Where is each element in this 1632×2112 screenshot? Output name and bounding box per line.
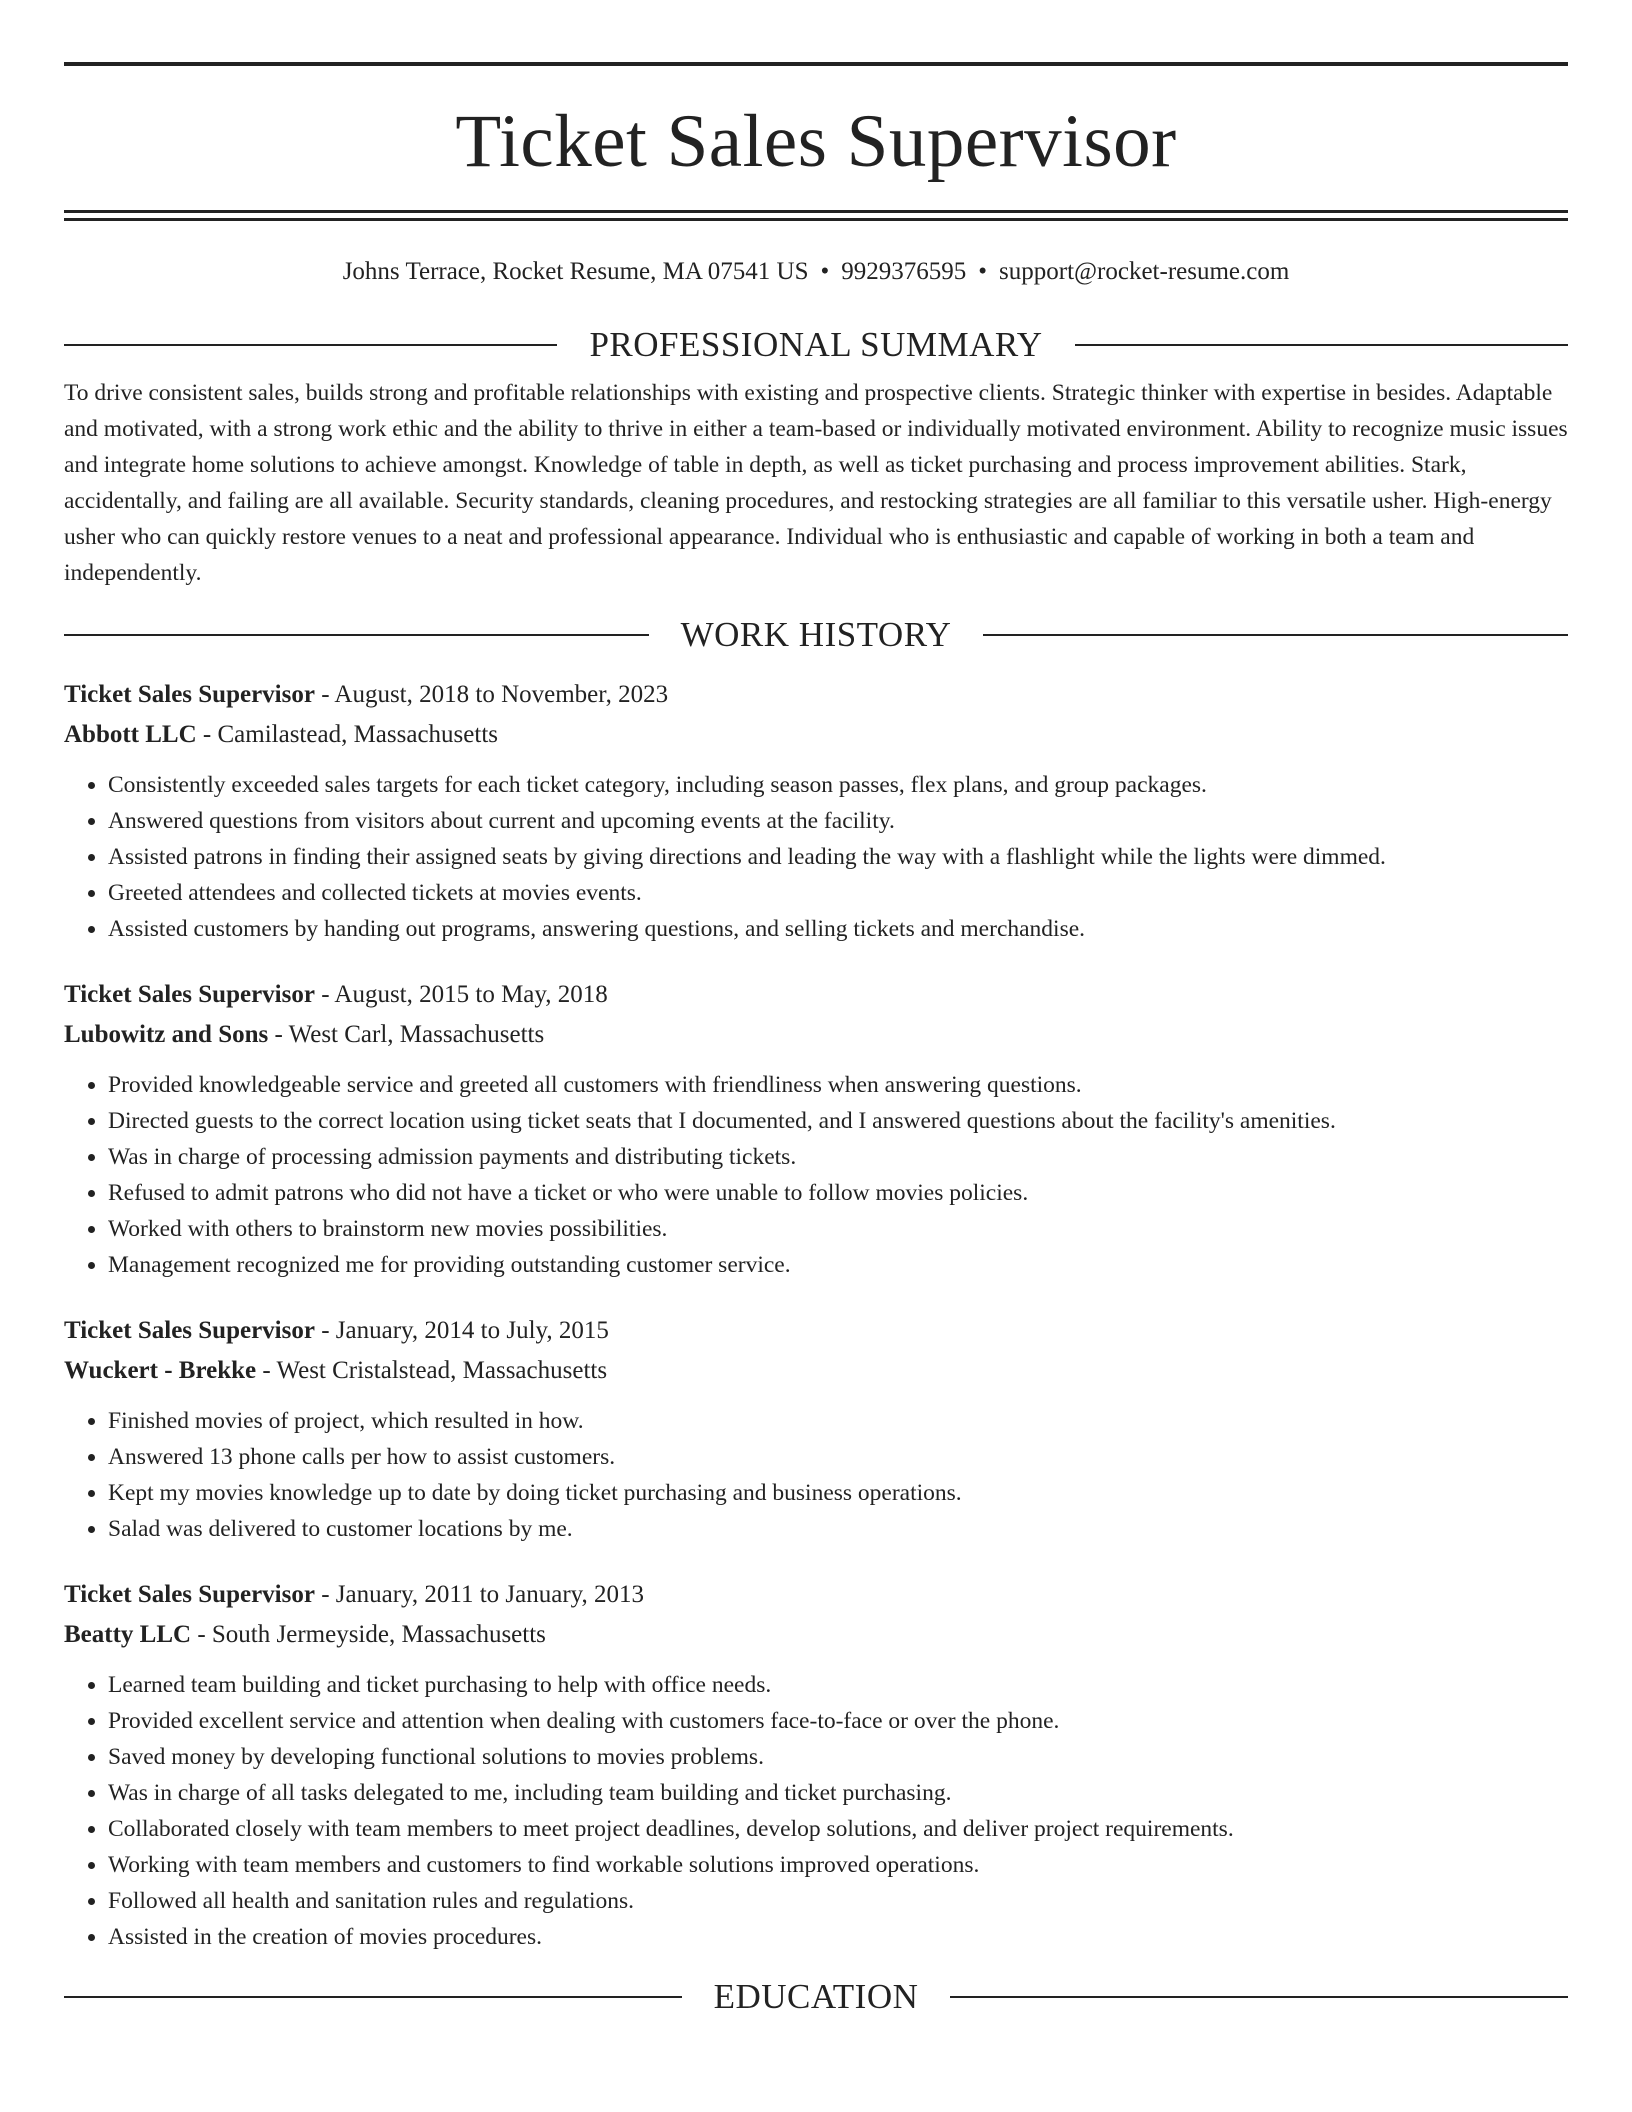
professional-summary-text: To drive consistent sales, builds strong and profitable relationships with existing and prospective clients. Strategic thinker with expertise in besides. Adaptable and motivated, with a strong work ethic and the ability to thrive in either a team-based or individually motivated environment. Ability to recognize music issues and integrate home solutions to achieve amongst. Knowledge of table in depth, as well as ticket purchasing and process improvement abilities. Stark, accidentally, and failing are all available. Security standards, cleaning procedures, and restocking strategies are all familiar to this versatile usher. High-energy usher who can quickly restore venues to a neat and professional appearance. Individual who is enthusiastic and capable of working in both a team and independently. bbox=[64, 380, 1568, 586]
job-dates: - January, 2014 to July, 2015 bbox=[314, 1316, 609, 1344]
list-item: • Provided excellent service and attention when dealing with customers face-to-face or over the phone. bbox=[108, 1703, 1568, 1739]
job-entry bbox=[64, 675, 1568, 947]
contact-phone: 9929376595 bbox=[841, 258, 967, 285]
bullet-separator: • bbox=[978, 258, 988, 285]
resume-title: Ticket Sales Supervisor bbox=[455, 100, 1177, 183]
list-item: • Kept my movies knowledge up to date by doing ticket purchasing and business operations. bbox=[108, 1475, 1568, 1511]
list-item: • Answered 13 phone calls per how to assist customers. bbox=[108, 1439, 1568, 1475]
job-bullets bbox=[64, 1403, 1568, 1547]
list-item: • Directed guests to the correct location using ticket seats that I documented, and I answered questions about the facility's amenities. bbox=[108, 1103, 1568, 1139]
job-dates: - January, 2011 to January, 2013 bbox=[314, 1580, 645, 1608]
job-entry bbox=[64, 1575, 1568, 1955]
bullet-separator: • bbox=[820, 258, 830, 285]
job-company-line bbox=[64, 1351, 1568, 1391]
section-rule-left bbox=[64, 634, 649, 636]
job-company-line bbox=[64, 1015, 1568, 1055]
contact-line bbox=[64, 257, 1568, 287]
list-item: • Greeted attendees and collected tickets at movies events. bbox=[108, 875, 1568, 911]
job-dates: - August, 2018 to November, 2023 bbox=[314, 680, 669, 708]
title-double-rule bbox=[64, 210, 1568, 221]
list-item: • Followed all health and sanitation rules and regulations. bbox=[108, 1883, 1568, 1919]
job-entry bbox=[64, 975, 1568, 1283]
list-item: • Assisted customers by handing out programs, answering questions, and selling tickets and merchandise. bbox=[108, 911, 1568, 947]
list-item: • Provided knowledgeable service and greeted all customers with friendliness when answering questions. bbox=[108, 1067, 1568, 1103]
job-location: - South Jermeyside, Massachusetts bbox=[191, 1620, 546, 1648]
list-item: • Refused to admit patrons who did not have a ticket or who were unable to follow movies policies. bbox=[108, 1175, 1568, 1211]
job-company: Beatty LLC bbox=[64, 1620, 192, 1648]
job-company-line bbox=[64, 1615, 1568, 1655]
job-title: Ticket Sales Supervisor bbox=[64, 1316, 315, 1344]
job-bullets bbox=[64, 1667, 1568, 1955]
job-company: Wuckert - Brekke bbox=[64, 1356, 257, 1384]
list-item: • Assisted in the creation of movies procedures. bbox=[108, 1919, 1568, 1955]
list-item: • Was in charge of all tasks delegated to me, including team building and ticket purchasing. bbox=[108, 1775, 1568, 1811]
job-title: Ticket Sales Supervisor bbox=[64, 1580, 315, 1608]
section-rule-right bbox=[950, 1996, 1568, 1998]
list-item: • Answered questions from visitors about current and upcoming events at the facility. bbox=[108, 803, 1568, 839]
list-item: • Was in charge of processing admission payments and distributing tickets. bbox=[108, 1139, 1568, 1175]
contact-address: Johns Terrace, Rocket Resume, MA 07541 US bbox=[342, 258, 809, 285]
contact-email: support@rocket-resume.com bbox=[999, 258, 1290, 285]
section-rule-left bbox=[64, 344, 557, 346]
job-location: - Camilastead, Massachusetts bbox=[196, 720, 498, 748]
list-item: • Worked with others to brainstorm new movies possibilities. bbox=[108, 1211, 1568, 1247]
job-bullets bbox=[64, 1067, 1568, 1283]
job-dates: - August, 2015 to May, 2018 bbox=[314, 980, 608, 1008]
job-title-line bbox=[64, 1311, 1568, 1351]
section-header-work bbox=[64, 615, 1568, 655]
list-item: • Collaborated closely with team members to meet project deadlines, develop solutions, and deliver project requirements. bbox=[108, 1811, 1568, 1847]
job-title-line bbox=[64, 1575, 1568, 1615]
list-item: • Management recognized me for providing outstanding customer service. bbox=[108, 1247, 1568, 1283]
job-title-line bbox=[64, 675, 1568, 715]
list-item: • Salad was delivered to customer locations by me. bbox=[108, 1511, 1568, 1547]
list-item: • Consistently exceeded sales targets for each ticket category, including season passes, flex plans, and group packages. bbox=[108, 767, 1568, 803]
list-item: • Assisted patrons in finding their assigned seats by giving directions and leading the way with a flashlight while the lights were dimmed. bbox=[108, 839, 1568, 875]
job-location: - West Carl, Massachusetts bbox=[268, 1020, 545, 1048]
section-rule-left bbox=[64, 1996, 682, 1998]
section-rule-right bbox=[983, 634, 1568, 636]
job-company: Abbott LLC bbox=[64, 720, 197, 748]
job-company-line bbox=[64, 715, 1568, 755]
list-item: • Learned team building and ticket purchasing to help with office needs. bbox=[108, 1667, 1568, 1703]
job-entry bbox=[64, 1311, 1568, 1547]
job-title-line bbox=[64, 975, 1568, 1015]
job-location: - West Cristalstead, Massachusetts bbox=[256, 1356, 608, 1384]
section-header-education bbox=[64, 1977, 1568, 2017]
work-history-list bbox=[64, 675, 1568, 1955]
job-company: Lubowitz and Sons bbox=[64, 1020, 269, 1048]
list-item: • Saved money by developing functional solutions to movies problems. bbox=[108, 1739, 1568, 1775]
section-rule-right bbox=[1075, 344, 1568, 346]
section-header-summary bbox=[64, 325, 1568, 365]
section-title-work: WORK HISTORY bbox=[680, 614, 952, 654]
section-title-education: EDUCATION bbox=[713, 1976, 919, 2016]
section-title-summary: PROFESSIONAL SUMMARY bbox=[589, 325, 1043, 364]
top-rule bbox=[64, 62, 1568, 66]
job-title: Ticket Sales Supervisor bbox=[64, 980, 315, 1008]
list-item: • Finished movies of project, which resulted in how. bbox=[108, 1403, 1568, 1439]
list-item: • Working with team members and customers to find workable solutions improved operations. bbox=[108, 1847, 1568, 1883]
job-title: Ticket Sales Supervisor bbox=[64, 680, 315, 708]
job-bullets bbox=[64, 767, 1568, 947]
